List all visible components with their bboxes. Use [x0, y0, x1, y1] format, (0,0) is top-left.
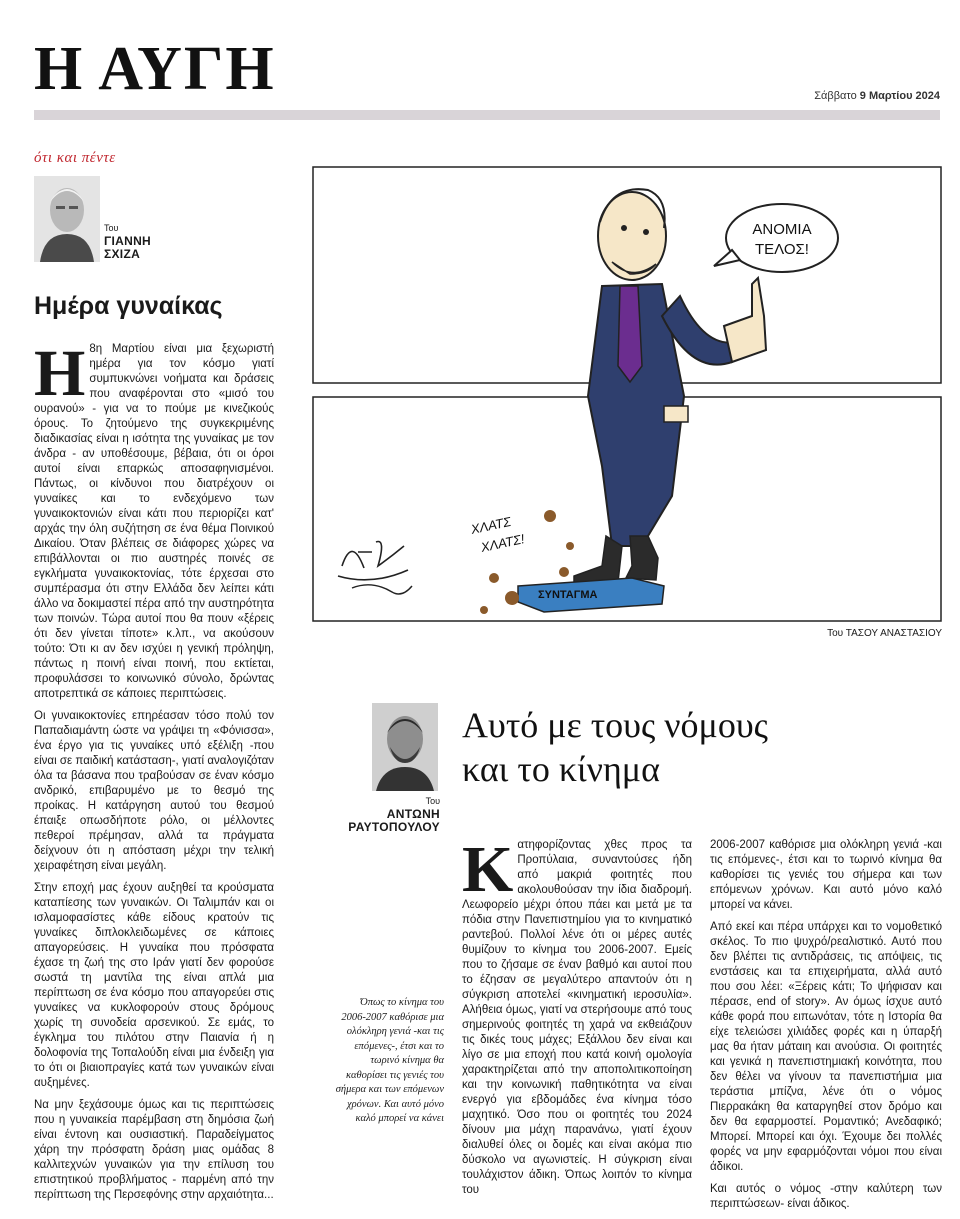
credit-prefix: Του	[827, 628, 844, 639]
author-name-line1: ΓΙΑΝΝΗ	[104, 233, 152, 248]
masthead-rule	[34, 110, 940, 120]
article2-paragraph	[462, 833, 692, 1198]
column-name: ότι και πέντε	[34, 150, 116, 166]
speech-line-2: ΤΕΛΟΣ!	[755, 241, 809, 258]
author-photo-schiza	[34, 176, 100, 262]
article2-paragraph: Και αυτός ο νόμος -στην καλύτερη των περιπτώσεων- είναι άδικος.	[710, 1183, 942, 1210]
author-byline-1	[104, 223, 151, 261]
sfx-line-2: ΧΛΑΤΣ!	[479, 531, 526, 555]
issue-date	[814, 90, 940, 102]
date-weekday: Σάββατο	[814, 90, 857, 102]
headline-line2: και το κίνημα	[462, 749, 660, 789]
article1-paragraph-text: 8η Μαρτίου είναι μια ξεχωριστή ημέρα για τον κόσμο γιατί συμπυκνώνει νοήματα και δράσεις που αναφέρονται στο «μισό του ουρανού» - για να το πούμε με κινεζικούς όρους. Το ζητούμενο της συγκεκριμένης διαδικασίας είναι η ισότητα της γυναίκας με τον άνδρα - αν υποθέσουμε, βέβαια, ότι οι όροι αυτοί είναι επαρκώς αποσαφηνισμένοι. Πάντως, οι κίνδυνοι που διατρέχουν οι γυναίκες και το ενδεχόμενο των γυναικοκτονιών είναι κάτι που περιορίζει κατ' αρχάς την όλη συζήτηση σε ένα θέμα Ποινικού Δικαίου. Όταν βλέπεις σε διάφορες χώρες να επιβάλλονται οι πιο αυστηρές ποινές σε εγκλήματα γυναικοκτονίας, τότε έρχεσαι στο συμπέρασμα ότι στην Ελλάδα δεν λείπει κάτι άλλο να δοκιμαστεί πέρα από την αυστηρότητα των ποινών. Τώρα αυτοί που θα πουν «ξέρεις ότι δεν γίνεται τίποτε» κ.λπ., να ακούσουν τούτο: Ότι κι αν δεν ισχύει η γενική πρόληψη, πάντως η ποινή είναι ποινή, που εκτίεται, προφυλάσσει το κοινωνικό σύνολο, δρώντας αποτρεπτικά σε κάποιες περιπτώσεις.	[34, 343, 274, 700]
author-name-line2: ΡΑΥΤΟΠΟΥΛΟΥ	[348, 819, 440, 834]
article1-paragraph: Στην εποχή μας έχουν αυξηθεί τα κρούσματα καταπίεσης των γυναικών. Οι Ταλιμπάν και οι ισλαμοφασίστες κάθε είδους κρατούν τις γυναίκες διπλοκλειδωμένες σε κάποιες απαγορεύσεις. Η γυναίκα που πρόσφατα έχασε τη ζωή της στο Ιράν γιατί δεν φορούσε σωστά τη μαντίλα της είναι απλά μια περίπτωση σε ένα κόσμο που απαγορεύει στις γυναίκες να κυκλοφορούν στους δρόμους χωρίς τη συνοδεία αρσενικού. Σε εμάς, το έγκλημα του πιλότου στην Παιανία ή η δολοφονία της Τοπαλούδη είναι μια ένδειξη για το ότι οι βιαιοπραγίες κατά των γυναικών είναι αυξημένες.	[34, 882, 274, 1089]
masthead-title: Η ΑΥΓΗ	[34, 35, 276, 103]
article2-headline	[462, 703, 768, 791]
article1-paragraph: Οι γυναικοκτονίες επηρέασαν τόσο πολύ τον Παπαδιαμάντη ώστε να γράψει τη «Φόνισσα», ένα έργο για τις γυναίκες υπό εξέλιξη -που είναι σε παιδική κατάσταση-, γιατί αναλογιζόταν όλα τα βάσανα που τραβούσαν σε έναν κόσμο ανδρικό, επιβαρυμένο με το θεσμό της προίκας. Η κατάργηση αυτού του θεσμού έπαιξε οπωσδήποτε ρόλο, οι μέλλοντες πεθεροί πρέμησαν, αλλά τα πράγματα δείχνουν ότι η απόσταση μέχρι την τελική χειραφέτηση είναι μεγάλη.	[34, 710, 274, 872]
article2-column-2	[710, 838, 942, 1219]
book-label: ΣΥΝΤΑΓΜΑ	[538, 589, 598, 601]
article2-paragraph-text: ατηφορίζοντας χθες προς τα Προπύλαια, συναντούσες ήδη από μακριά φοιτητές που ακολουθούσαν την ίδια διαδρομή. Λεωφορείο μέχρι όπου πάει και μετά με τα πόδια στην Πανεπιστημίου για το κινηματικό ραντεβού. Πολλοί λένε ότι οι μέρες αυτές θυμίζουν το κίνημα του 2006-2007. Εμείς που το ζήσαμε σε έναν βαθμό και αυτοί που το έζησαν σε μεγαλύτερο απαντούν ότι η σύγκριση αποτελεί «κινηματική ιεροσυλία». Αλήθεια όμως, γιατί να στερήσουμε από τους σημερινούς φοιτητές τη χαρά να εκθειάζουν τις δικές τους μάχες; Εξάλλου δεν είναι και λίγο σε μια εποχή που κατά κοινή ομολογία χαρακτηρίζεται από την αποπολιτικοποίηση και την κοινωνική παθητικότητα να είναι ενεργό για εβδομάδες ένα κίνημα τόσο μαχητικό. Όσο που οι φοιτητές του 2024 δίνουν μια μάχη παρανάνω, γιατί έχουν διαλυθεί όλες οι δομές και είναι ακόμα πιο δύσκολο να αγωνιστείς. Η σύγκριση είναι τουλάχιστον άδικη. Όπως λοιπόν το κίνημα του	[462, 839, 692, 1196]
author-photo-raftopoulou	[372, 703, 438, 791]
article1-paragraph	[34, 337, 274, 702]
byline-prefix: Του	[425, 796, 440, 806]
article2-paragraph: 2006-2007 καθόρισε μια ολόκληρη γενιά -και τις επόμενες-, έτσι και το τωρινό κίνημα θα καθορίσει τις γενιές του σήμερα και των επόμενων χρόνων. Και αυτό μόνο καλό μπορεί να κάνει.	[710, 839, 942, 911]
byline-prefix: Του	[104, 223, 119, 233]
author-name-line1: ΑΝΤΩΝΗ	[386, 806, 440, 821]
headline-line1: Αυτό με τους νόμους	[462, 705, 768, 745]
speech-line-1: ΑΝΟΜΙΑ	[752, 221, 812, 238]
article2-dropcap: Κ	[462, 833, 514, 906]
article1-body	[34, 337, 274, 1210]
author-name-line2: ΣΧΙΖΑ	[104, 246, 141, 261]
credit-name: ΤΑΣΟΥ ΑΝΑΣΤΑΣΙΟΥ	[845, 628, 942, 639]
date-day: 9 Μαρτίου 2024	[859, 90, 940, 102]
article2-column-1	[462, 833, 692, 1205]
article1-paragraph: Να μην ξεχάσουμε όμως και τις περιπτώσεις που η γυναικεία παρέμβαση στη δημόσια ζωή είναι έντονη και ουσιαστική. Παραδείγματος χάρη την πρόσφατη δράση μιας ομάδας 8 καλλιτεχνών γυναικών για την επίλυση του επιστητικού προβλήματος - παρμένη από την περίπτωση της Περσεφόνης στην αρχαιότητα...	[34, 1099, 274, 1201]
editorial-cartoon	[312, 166, 942, 623]
cartoon-credit	[827, 628, 942, 639]
author-byline-2	[340, 796, 440, 834]
article2-paragraph: Από εκεί και πέρα υπάρχει και το νομοθετικό σκέλος. Το πιο ψυχρό/ρεαλιστικό. Αυτό που δεν βλέπει τις αντιδράσεις, τις απόψεις, τις ενστάσεις και τα επιχειρήματα, αλλά αυτό που σου λέει: «Ξέρεις κάτι; Το ψήφισαν και πέρασε, end of story». Αν όμως ίσχυε αυτό κάθε φορά που ειπωνόταν, τότε η Ιστορία θα είχε τελειώσει χιλιάδες φορές και η ύπαρξή μας θα ήταν μάταιη και ανούσια. Οι φοιτητές και γενικά η πανεπιστημιακή κοινότητα, που δεν θέλει να γίνουν τα πανεπιστήμια μια τεράστια μπίζνα, λένε ότι ο νόμος Πιερρακάκη θα καταργηθεί στον δρόμο και δεν θα εφαρμοστεί. Ρομαντικό; Ανεδαφικό; Μπορεί. Μπορεί και όχι. Έχουμε δει πολλές φορές να μην εφαρμόζονται νόμοι που είναι άδικοι.	[710, 921, 942, 1173]
article1-dropcap: Η	[34, 337, 86, 410]
article1-headline: Ημέρα γυναίκας	[34, 292, 223, 320]
article2-pullquote: Όπως το κίνημα του 2006-2007 καθόρισε μια ολόκληρη γενιά -και τις επόμενες-, έτσι και το τωρινό κίνημα θα καθορίσει τις γενιές του σήμερα και των επόμενων χρόνων. Και αυτό μόνο καλό μπορεί να κάνει	[335, 997, 444, 1124]
sfx-line-1: ΧΛΑΤΣ	[469, 513, 513, 537]
